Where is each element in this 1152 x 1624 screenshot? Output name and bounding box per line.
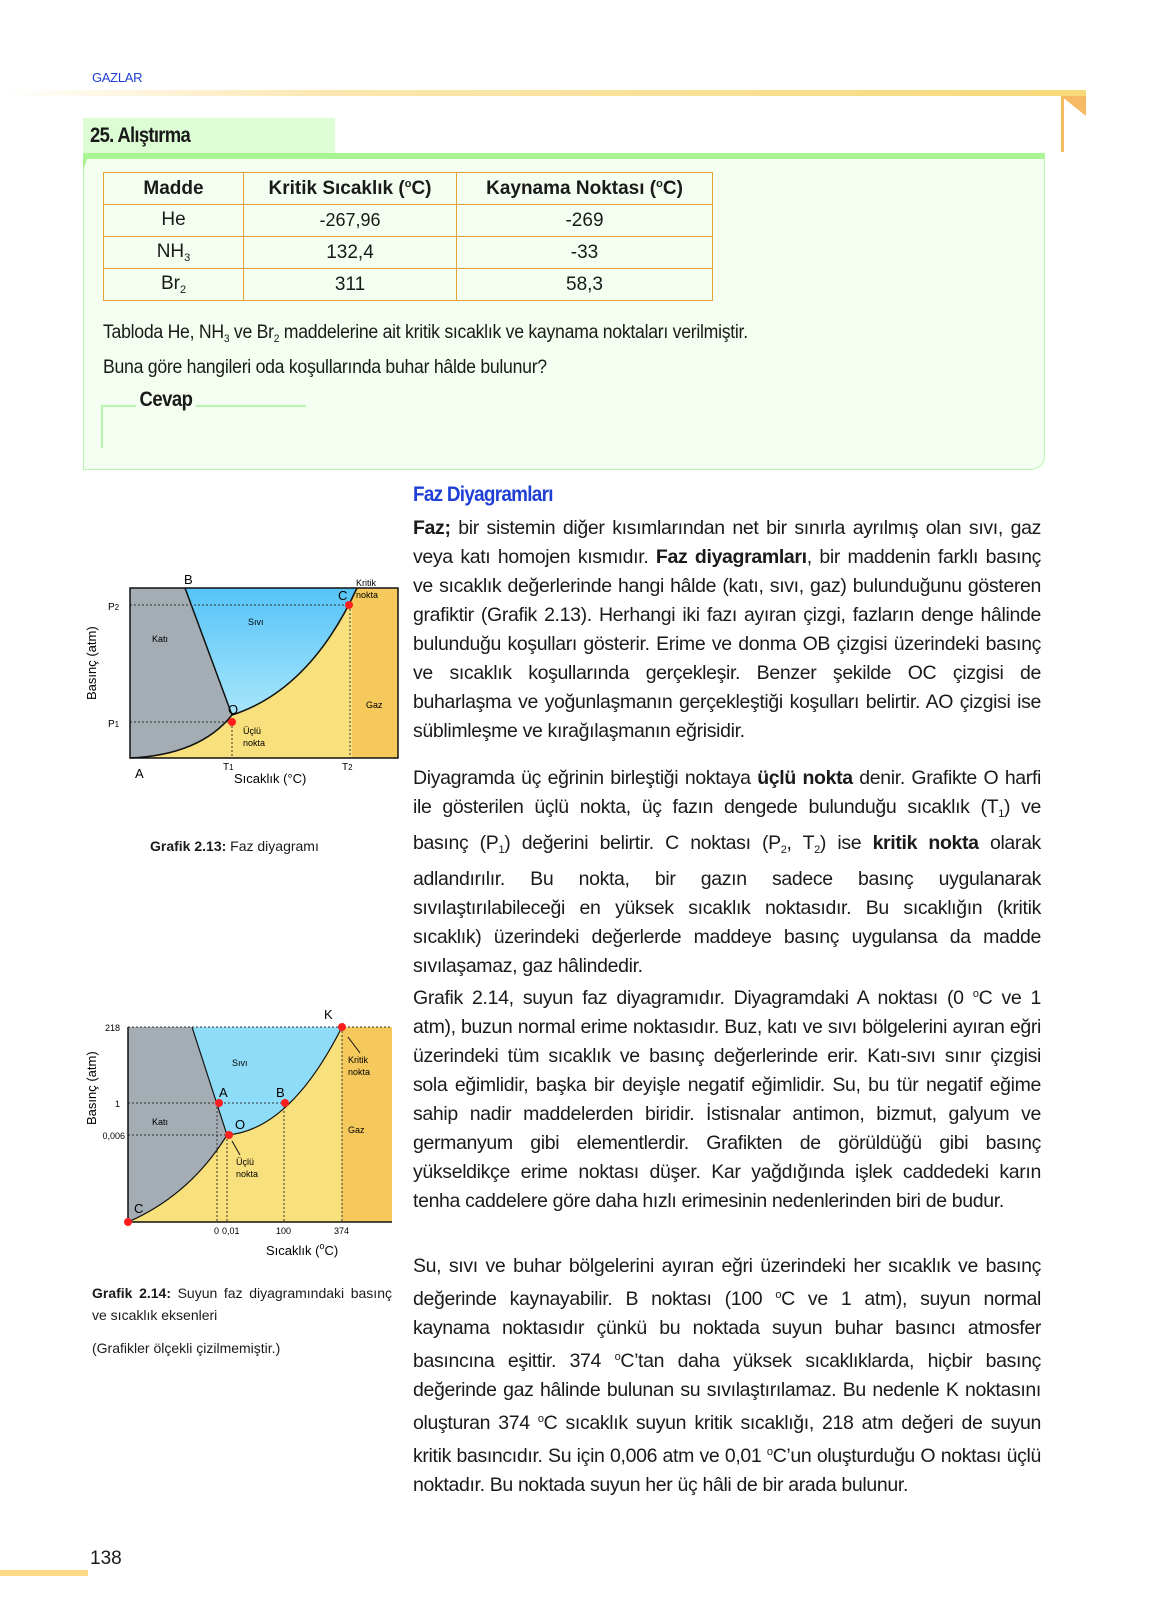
answer-line-vertical [101, 405, 103, 448]
svg-text:Üçlü: Üçlü [243, 726, 262, 736]
svg-text:nokta: nokta [348, 1067, 371, 1077]
svg-text:T1: T1 [223, 762, 234, 773]
svg-text:218: 218 [104, 1023, 120, 1033]
paragraph-2: Diyagramda üç eğrinin birleştiği noktaya üçlü nokta denir. Grafikte O harfi ile gösterilen üçlü nokta, üç fazın dengede bulunduğu sıcaklık $(T_1)$ ve basınç $(P_1)$ değerini belirtir. C noktası ($P_2$, $T_2$) ise kritik nokta olarak adlandırılır. Bu nokta, bir gazın sadece basınç uygulanarak sıvılaştırılabileceği en yüksek sıcaklık noktasıdır. Bu sıcaklığın (kritik sıcaklık) üzerindeki değerlerde maddeye basınç uygulansa da madde sıvılaşamaz, gaz hâlindedir. [413, 767, 1041, 977]
page-number: 138 [90, 1548, 122, 1569]
triple-point-O [225, 1131, 233, 1139]
svg-text:Kritik: Kritik [356, 578, 376, 588]
phase-diagram-generic [80, 570, 400, 820]
svg-text:Katı: Katı [152, 634, 169, 644]
header-madde: Madde [104, 173, 244, 205]
svg-text:Kritik: Kritik [348, 1055, 368, 1065]
svg-text:1: 1 [114, 1099, 120, 1109]
svg-text:374: 374 [334, 1226, 350, 1236]
svg-text:0,006: 0,006 [102, 1131, 125, 1141]
running-head: GAZLAR [92, 70, 143, 85]
svg-text:0,01: 0,01 [222, 1226, 240, 1236]
svg-text:Basınç (atm): Basınç (atm) [84, 1051, 99, 1125]
svg-text:O: O [228, 702, 239, 717]
svg-text:nokta: nokta [243, 738, 266, 748]
paragraph-4: Su, sıvı ve buhar bölgelerini ayıran eğri üzerindeki her sıcaklık ve basınç değerinde kaynayabilir. B noktası (100 $^o$C ve 1 atm), suyun normal kaynama noktasıdır çünkü bu noktada suyun buhar basıncı atmosfer basıncına eşittir. 374 $^o$C’tan daha yüksek sıcaklıklarda, hiçbir basınç değerinde gaz hâlinde bulunan su sıvılaştırılamaz. Bu nedenle K noktasını oluşturan 374 $^o$C sıcaklık suyun kritik sıcaklığı, 218 atm değeri de suyun kritik basıncıdır. Su için 0,006 atm ve 0,01 $^o$C’un oluşturduğu O noktası üçlü noktadır. Bu noktada suyun her üç hâli de bir arada bulunur. [413, 1255, 1041, 1496]
header-kritik-sicaklik: Kritik Sıcaklık ($^o$C) [244, 173, 457, 205]
cell-madde: $NH_3$ [104, 237, 244, 269]
header-kaynama-noktasi: Kaynama Noktası ($^o$C) [457, 173, 713, 205]
section-title: Faz Diyagramları [413, 483, 553, 506]
melting-point-A [215, 1099, 223, 1107]
svg-text:B: B [184, 572, 193, 587]
paragraph-1: Faz; bir sistemin diğer kısımlarından net bir sınırla ayrılmış olan sıvı, gaz veya katı homojen kısmıdır. Faz diyagramları, bir maddenin farklı basınç ve sıcaklık değerlerinde hangi hâlde (katı, sıvı, gaz) bulunduğunu gösteren grafiktir (Grafik 2.13). Herhangi iki fazı ayıran çizgi, fazların denge hâlinde bulunduğu koşulları gösterir. Erime ve donma OB çizgisi üzerindeki basınç ve sıcaklık koşullarında gerçekleşir. Benzer şekilde OC çizgisi de buharlaşma ve yoğunlaşmanın gerçekleştiği koşulları belirtir. AO çizgisi ise süblimleşme ve kırağılaşmanın eğrisidir. [413, 517, 1041, 742]
paragraph-3: Grafik 2.14, suyun faz diyagramıdır. Diyagramdaki A noktası (0 $^o$C ve 1 atm), buzun normal erime noktasıdır. Buz, katı ve sıvı bölgelerini ayıran eğri üzerindeki tüm sıcaklık ve basınç değerlerinde erir. Katı-sıvı sınır çizgisi sola eğimlidir, başka bir deyişle negatif eğimlidir. Su, bu tür negatif eğime sahip nadir maddelerden biridir. İstisnalar antimon, bizmut, galyum ve germanyum gibi elementlerdir. Grafikten de görüldüğü gibi basınç yükseldikçe erime noktası düşer. Kar yağdığında işlek caddedeki karın tenha caddelere göre daha hızlı erimesinin nedenlerinden biri de budur. [413, 987, 1042, 1212]
svg-text:Gaz: Gaz [348, 1125, 365, 1135]
figure-2-13-caption: Grafik 2.13: Faz diyagramı [150, 838, 319, 854]
svg-text:C: C [134, 1201, 144, 1216]
top-corner-decoration [1061, 96, 1086, 116]
svg-text:Katı: Katı [152, 1117, 169, 1127]
svg-text:Gaz: Gaz [366, 700, 383, 710]
supercritical-region [352, 588, 398, 758]
cell-madde: He [104, 205, 244, 237]
svg-text:Sıcaklık (oC): Sıcaklık ($^o$C) [266, 1241, 339, 1258]
svg-text:nokta: nokta [356, 590, 379, 600]
triple-point-marker [228, 718, 236, 726]
page-rule [0, 1570, 88, 1576]
top-corner-stem [1061, 96, 1064, 152]
cell-madde: $Br_2$ [104, 269, 244, 301]
phase-diagram-water [80, 1005, 400, 1265]
svg-text:P2: P2 [108, 602, 120, 613]
svg-text:100: 100 [276, 1226, 292, 1236]
svg-text:K: K [324, 1007, 333, 1022]
exercise-question-line-1: Tabloda He, $NH_3$ ve $Br_2$ maddelerine ait kritik sıcaklık ve kaynama noktaları verilmiştir. [103, 322, 748, 345]
exercise-question-line-2: Buna göre hangileri oda koşullarında buhar hâlde bulunur? [103, 357, 547, 378]
figure-scale-note: (Grafikler ölçekli çizilmemiştir.) [92, 1340, 281, 1356]
cell-kritik: 311 [244, 269, 457, 301]
exercise-title: 25. Alıştırma [90, 124, 191, 147]
svg-text:C: C [338, 588, 348, 603]
svg-text:Basınç (atm): Basınç (atm) [84, 626, 99, 700]
svg-text:Sıcaklık (°C): Sıcaklık (°C) [234, 771, 307, 786]
point-C [124, 1218, 132, 1226]
svg-text:Üçlü: Üçlü [236, 1157, 255, 1167]
svg-text:P1: P1 [108, 719, 120, 730]
answer-label: Cevap [136, 388, 196, 412]
table-row [104, 205, 713, 237]
svg-text:Sıvı: Sıvı [248, 617, 264, 627]
critical-point-K [338, 1023, 346, 1031]
svg-text:B: B [276, 1085, 285, 1100]
figure-2-14-caption: Grafik 2.14: Suyun faz diyagramındaki basınç ve sıcaklık eksenleri [92, 1285, 392, 1323]
cell-kaynama: 58,3 [457, 269, 713, 301]
exercise-box-notch [83, 159, 87, 171]
table-row [104, 237, 713, 269]
svg-text:A: A [135, 766, 144, 781]
svg-text:T2: T2 [342, 762, 353, 773]
critical-temperature-table [103, 172, 713, 301]
table-header-row [104, 173, 713, 205]
svg-text:nokta: nokta [236, 1169, 259, 1179]
cell-kritik: -267,96 [244, 205, 457, 237]
table-row [104, 269, 713, 301]
svg-text:A: A [219, 1085, 228, 1100]
cell-kaynama: -33 [457, 237, 713, 269]
svg-text:O: O [235, 1117, 246, 1132]
answer-line-horizontal [101, 405, 306, 407]
cell-kaynama: -269 [457, 205, 713, 237]
cell-kritik: 132,4 [244, 237, 457, 269]
top-rule [0, 90, 1086, 96]
svg-text:0: 0 [214, 1226, 220, 1236]
boiling-point-B [281, 1099, 289, 1107]
svg-text:Sıvı: Sıvı [232, 1058, 248, 1068]
